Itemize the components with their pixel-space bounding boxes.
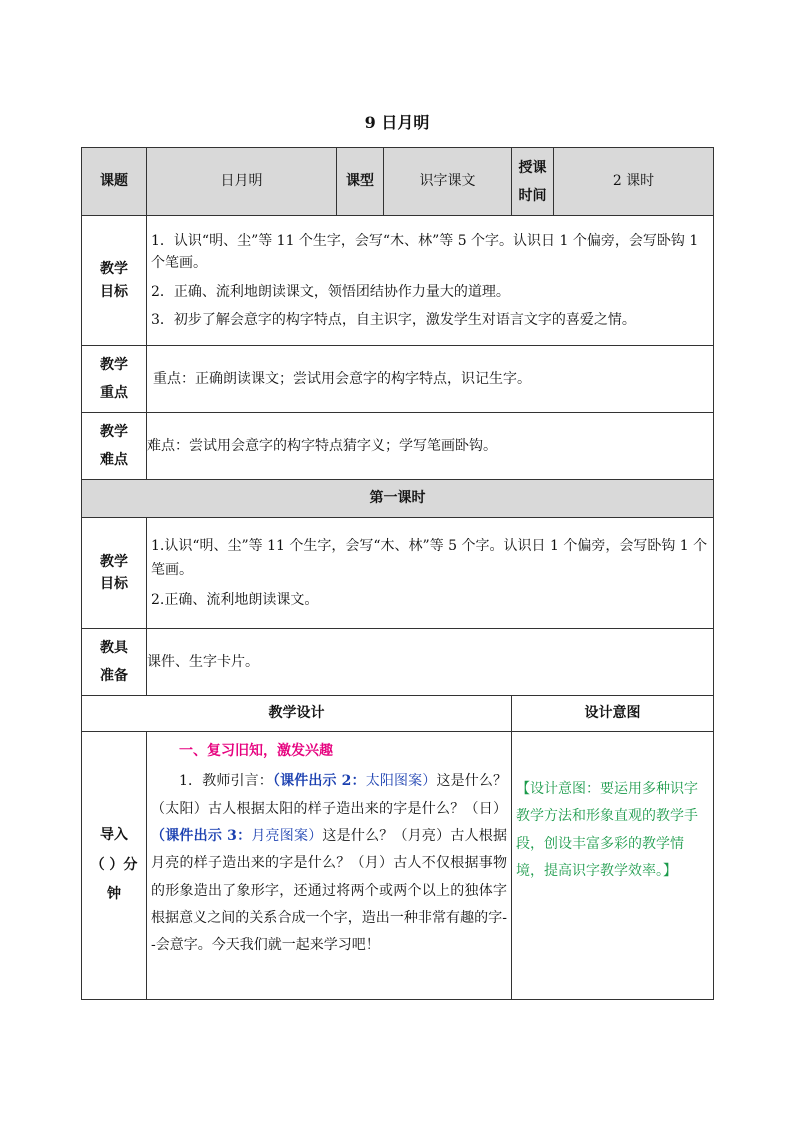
lesson1-goals-label-line2: 目标 [100,576,128,592]
time-label [512,148,554,216]
goal-item-1: 1．认识“明、尘”等 11 个生字，会写“木、林”等 5 个字。认识日 1 个偏旁，会写卧钩 1 个笔画。 [151,232,699,272]
tools-label-line1: 教具 [100,640,128,656]
intro-text-start: 1．教师引言： [179,773,273,790]
design-header-left: 教学设计 [82,696,512,732]
key-points-text: 重点：正确朗读课文；尝试用会意字的构字特点，识记生字。 [147,346,714,413]
intro-label-line2: （ ）分 [90,856,138,873]
lesson1-goal-2: 2.正确、流利地朗读课文。 [151,591,319,608]
lesson-plan-table [81,147,714,1000]
difficulties-label-line2: 难点 [100,452,128,468]
goals-label-line1: 教学 [100,261,128,278]
difficulties-row [82,413,714,480]
intro-heading: 一、复习旧知，激发兴趣 [179,743,333,759]
intro-row [82,732,714,1000]
difficulties-label-line1: 教学 [100,424,128,440]
difficulties-label [82,413,147,480]
lesson1-goals-label-line1: 教学 [100,553,128,570]
courseware-cue-2: （课件出示 2： [272,773,366,790]
key-points-label [82,346,147,413]
intro-paragraph [147,768,511,965]
goals-label-line2: 目标 [100,283,128,300]
page-title: 9 日月明 [364,113,430,132]
type-value: 识字课文 [384,148,512,216]
goal-item-3: 3．初步了解会意字的构字特点，自主识字，激发学生对语言文字的喜爱之情。 [151,311,636,328]
lesson1-goals-content [147,518,714,629]
tools-label [82,629,147,696]
intro-content [147,732,512,1000]
intro-label-line3: 钟 [107,886,121,903]
intro-label-line1: 导入 [100,827,128,844]
design-header-row [82,696,714,732]
info-row [82,148,714,216]
tools-row [82,629,714,696]
topic-value: 日月明 [147,148,337,216]
intro-label [82,732,147,1000]
difficulties-text: 难点：尝试用会意字的构字特点猜字义；学写笔画卧钩。 [147,413,714,480]
goals-content [147,216,714,346]
courseware-cue-2-tail: 太阳图案） [365,773,437,790]
lesson1-header-row [82,480,714,518]
time-label-line1: 授课 [518,159,547,176]
design-header-right: 设计意图 [512,696,714,732]
goals-row [82,216,714,346]
lesson1-goal-1: 1.认识“明、尘”等 11 个生字，会写“木、林”等 5 个字。认识日 1 个偏旁，会写卧钩 1 个笔画。 [151,538,708,578]
tools-label-line2: 准备 [100,668,128,684]
courseware-cue-3-tail: 月亮图案） [251,827,323,844]
lesson1-goals-row [82,518,714,629]
intro-text-end: 这是什么？（月亮）古人根据月亮的样子造出来的字是什么？（月）古人不仅根据事物的形象造出了象形字，还通过将两个或两个以上的独体字根据意义之间的关系合成一个字，造出一种非常有趣的字--会意字。今天我们就一起来学习吧！ [151,827,508,954]
intro-text-mid: 这是什么？（太阳）古人根据太阳的样子造出来的字是什么？（日） [151,773,508,817]
goal-item-2: 2．正确、流利地朗读课文，领悟团结协作力量大的道理。 [151,283,510,300]
goals-label [82,216,147,346]
lesson1-goals-label [82,518,147,629]
key-points-label-line2: 重点 [100,385,128,401]
topic-label: 课题 [82,148,147,216]
type-label: 课型 [337,148,384,216]
key-points-label-line1: 教学 [100,357,128,373]
time-label-line2: 时间 [518,187,547,204]
intro-intent-cell [512,732,714,1000]
time-value: 2 课时 [554,148,714,216]
courseware-cue-3: （课件出示 3： [151,827,252,844]
key-points-row [82,346,714,413]
design-intent-text: 【设计意图：要运用多种识字教学方法和形象直观的教学手段，创设丰富多彩的教学情境，提高识字教学效率。】 [516,781,698,879]
lesson1-title: 第一课时 [82,480,714,518]
tools-text: 课件、生字卡片。 [147,629,714,696]
